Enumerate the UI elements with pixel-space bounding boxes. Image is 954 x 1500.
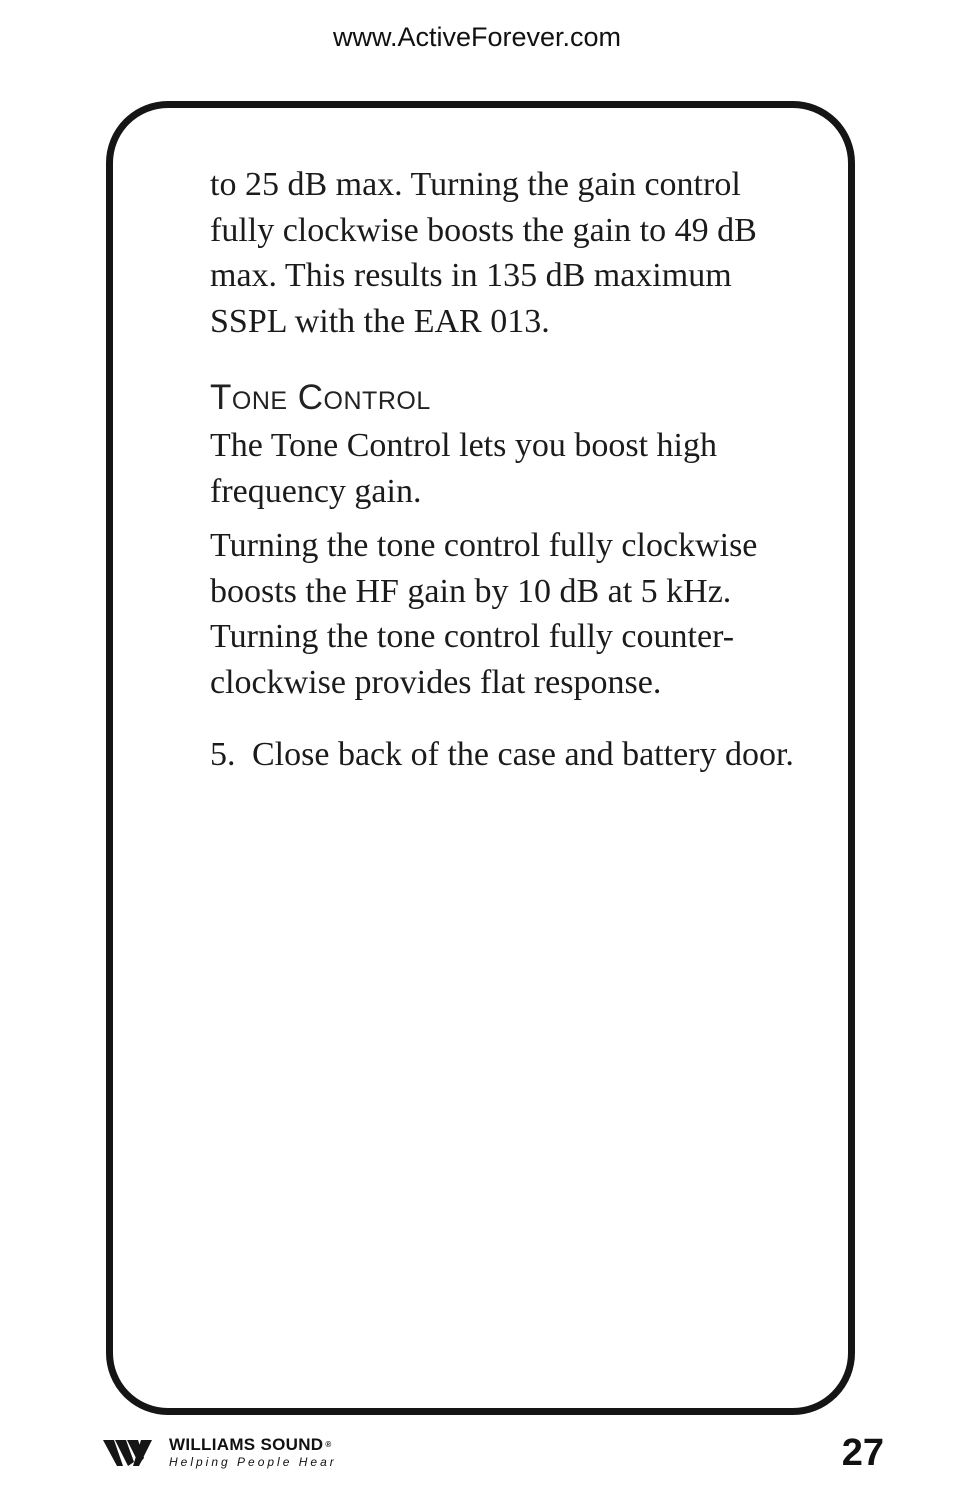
- brand-text: [169, 1436, 337, 1470]
- page-number: 27: [841, 1432, 884, 1474]
- tone-paragraph-2: Turning the tone control fully clockwise boosts the HF gain by 10 dB at 5 kHz. Turning the tone control fully counter-clockwise provides flat response.: [210, 527, 758, 701]
- brand-logo: [103, 1436, 337, 1470]
- brand-name-line: [169, 1436, 337, 1454]
- step-text: Close back of the case and battery door.: [252, 736, 794, 773]
- step-number: 5.: [210, 736, 236, 773]
- intro-paragraph: to 25 dB max. Turning the gain control fully clockwise boosts the gain to 49 dB max. This results in 135 dB maximum SSPL with the EAR 013.: [210, 166, 757, 340]
- section-heading: Tone Control: [210, 378, 431, 417]
- brand-tagline: Helping People Hear: [169, 1455, 337, 1469]
- williams-sound-logo-icon: [103, 1436, 159, 1470]
- registered-mark: ®: [325, 1440, 332, 1449]
- tone-paragraph-1: The Tone Control lets you boost high frequency gain.: [210, 427, 717, 510]
- site-url: www.ActiveForever.com: [332, 22, 622, 52]
- page-content: [210, 162, 800, 778]
- step-item: [210, 732, 800, 778]
- brand-name: WILLIAMS SOUND: [169, 1435, 324, 1454]
